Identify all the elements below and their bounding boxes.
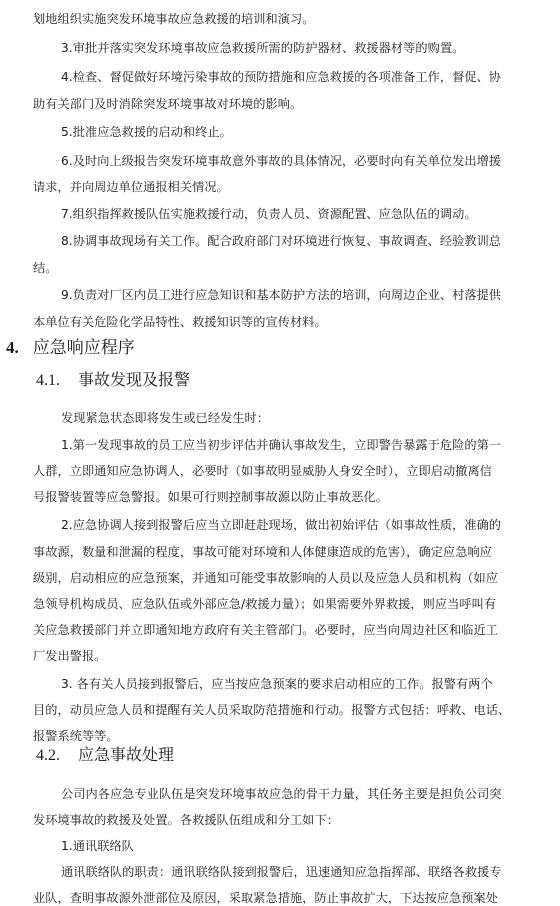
body-line: 公司内各应急专业队伍是突发环境事故应急的骨干力量，其任务主要是担负公司突 [61, 787, 502, 801]
body-line: 3. 各有关人员接到报警后，应当按应急预案的要求启动相应的工作。报警有两个 [61, 677, 493, 691]
body-line: 划地组织实施突发环境事故应急救援的培训和演习。 [33, 12, 315, 26]
body-line: 3.审批并落实突发环境事故应急救援所需的防护器材、救援器材等的购置。 [61, 41, 465, 55]
subsection-number: 4.2. [36, 747, 60, 764]
body-line: 厂发出警报。 [33, 649, 107, 663]
section-title: 应急响应程序 [32, 338, 135, 358]
body-line: 1.通讯联络队 [61, 839, 134, 853]
body-line: 级别，启动相应的应急预案，并通知可能受事故影响的人员以及应急人员和机构（如应 [33, 571, 499, 585]
subsection-number: 4.1. [36, 372, 60, 389]
subsection-title: 事故发现及报警 [78, 370, 191, 389]
body-line: 9.负责对厂区内员工进行应急知识和基本防护方法的培训，向周边企业、村落提供 [61, 288, 502, 302]
subsection-title: 应急事故处理 [78, 745, 175, 764]
body-line: 8.协调事故现场有关工作。配合政府部门对环境进行恢复、事故调查、经验教训总 [61, 234, 502, 248]
body-line: 发环境事故的救援及处置。各救援队伍组成和分工如下： [33, 813, 339, 827]
subsection-heading [36, 369, 190, 392]
body-line: 事故源，数量和泄漏的程度，事故可能对环境和人体健康造成的危害），确定应急响应 [33, 545, 492, 559]
body-line: 通讯联络队的职责：通讯联络队接到报警后，迅速通知应急指挥部、联络各救援专 [61, 865, 502, 879]
body-line: 关应急救援部门并立即通知地方政府有关主管部门。必要时，应当向周边社区和临近工 [33, 623, 499, 637]
body-line: 结。 [33, 261, 58, 275]
body-line: 急领导机构成员、应急队伍或外部应急/救援力量）；如果需要外界救援，则应当呼叫有 [33, 597, 497, 611]
body-line: 本单位有关危险化学品特性、救援知识等的宣传材料。 [33, 315, 327, 329]
body-line: 5.批准应急救援的启动和终止。 [61, 125, 232, 139]
body-line: 4.检查、督促做好环境污染事故的预防措施和应急救援的各项准备工作，督促、协 [61, 70, 502, 84]
body-line: 报警系统等等。 [33, 729, 119, 743]
body-line: 业队，查明事故源外泄部位及原因，采取紧急措施，防止事故扩大，下达按应急预案处 [33, 891, 499, 905]
body-line: 助有关部门及时消除突发环境事故对环境的影响。 [33, 97, 303, 111]
section-heading [6, 337, 135, 359]
body-line: 6.及时向上级报告突发环境事故意外事故的具体情况，必要时向有关单位发出增援 [61, 154, 502, 168]
body-line: 号报警装置等应急警报。如果可行则控制事故源以防止事故恶化。 [33, 490, 388, 504]
body-line: 1.第一发现事故的员工应当初步评估并确认事故发生，立即警告暴露于危险的第一 [61, 438, 502, 452]
subsection-heading [36, 744, 174, 767]
body-line: 发现紧急状态即将发生或已经发生时： [61, 411, 270, 425]
section-number: 4. [6, 338, 19, 357]
body-line: 2.应急协调人接到报警后应当立即赶赴现场，做出初始评估（如事故性质，准确的 [61, 518, 502, 532]
body-line: 目的，动员应急人员和提醒有关人员采取防范措施和行动。报警方式包括：呼救、电话、 [33, 703, 511, 717]
body-line: 请求，并向周边单位通报相关情况。 [33, 180, 229, 194]
body-line: 人群，立即通知应急协调人，必要时（如事故明显威胁人身安全时），立即启动撤离信 [33, 464, 492, 478]
body-line: 7.组织指挥救援队伍实施救援行动，负责人员、资源配置、应急队伍的调动。 [61, 207, 477, 221]
